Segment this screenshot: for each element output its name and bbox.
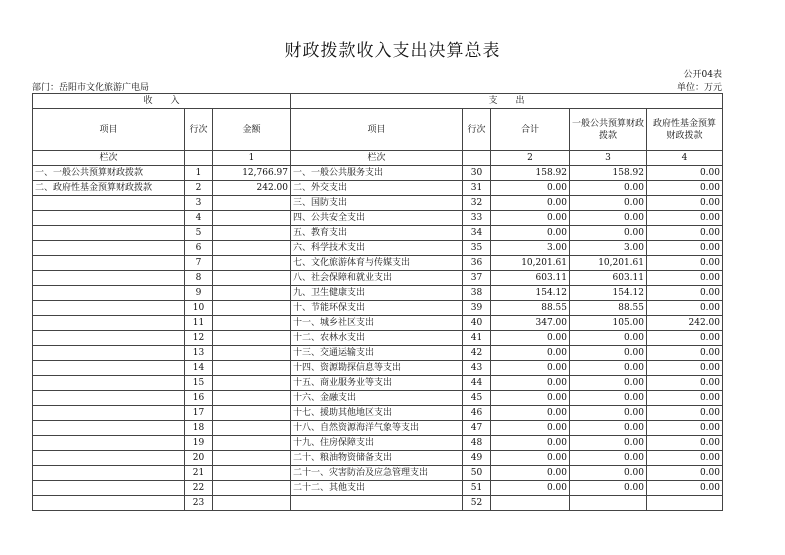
index-exp-label: 栏次 [291,151,463,166]
income-amount-cell [213,286,291,301]
index-general: 3 [570,151,647,166]
expense-item-header: 项目 [291,109,463,151]
table-row [33,421,723,436]
table-row [33,166,723,181]
expense-item-cell: 八、社会保障和就业支出 [291,271,463,286]
income-amount-cell [213,196,291,211]
table-row [33,181,723,196]
income-line-header: 行次 [185,109,213,151]
fund-budget-cell: 0.00 [647,286,723,301]
income-amount-cell [213,391,291,406]
index-empty-cell [185,151,213,166]
income-item-cell [33,406,185,421]
fund-budget-cell: 0.00 [647,451,723,466]
fund-budget-cell: 0.00 [647,421,723,436]
total-cell: 88.55 [491,301,570,316]
fund-budget-cell: 242.00 [647,316,723,331]
general-budget-cell: 0.00 [570,391,647,406]
fund-budget-cell [647,496,723,511]
expense-item-cell: 二十二、其他支出 [291,481,463,496]
total-cell [491,496,570,511]
income-line-cell: 19 [185,436,213,451]
income-amount-header: 金额 [213,109,291,151]
expense-item-cell: 二十一、灾害防治及应急管理支出 [291,466,463,481]
income-item-cell [33,331,185,346]
fund-budget-cell: 0.00 [647,391,723,406]
general-budget-cell: 0.00 [570,436,647,451]
income-amount-cell [213,241,291,256]
income-amount-cell [213,271,291,286]
income-amount-cell [213,496,291,511]
table-row [33,391,723,406]
general-budget-cell: 0.00 [570,466,647,481]
expense-line-cell: 46 [463,406,491,421]
income-item-cell [33,436,185,451]
income-line-cell: 11 [185,316,213,331]
table-row [33,271,723,286]
table-row [33,196,723,211]
expense-line-cell: 48 [463,436,491,451]
general-budget-cell: 0.00 [570,406,647,421]
income-item-cell [33,451,185,466]
income-amount-cell [213,316,291,331]
general-budget-cell: 0.00 [570,196,647,211]
income-item-cell [33,496,185,511]
income-item-cell [33,376,185,391]
fund-budget-cell: 0.00 [647,181,723,196]
total-cell: 0.00 [491,421,570,436]
expense-line-cell: 43 [463,361,491,376]
expense-line-cell: 50 [463,466,491,481]
table-row [33,301,723,316]
fund-budget-cell: 0.00 [647,166,723,181]
general-budget-cell: 0.00 [570,421,647,436]
income-amount-cell [213,331,291,346]
income-item-cell [33,226,185,241]
table-row [33,346,723,361]
income-line-cell: 22 [185,481,213,496]
department-label: 部门：岳阳市文化旅游广电局 [32,83,150,93]
fund-budget-cell: 0.00 [647,241,723,256]
income-amount-cell: 12,766.97 [213,166,291,181]
column-header-row [33,109,723,151]
table-row [33,316,723,331]
general-budget-cell: 603.11 [570,271,647,286]
income-section-header: 收 入 [33,94,291,109]
total-cell: 0.00 [491,346,570,361]
income-amount-cell [213,361,291,376]
income-item-cell [33,286,185,301]
general-budget-cell: 105.00 [570,316,647,331]
expense-line-cell: 33 [463,211,491,226]
total-cell: 0.00 [491,376,570,391]
general-budget-cell: 0.00 [570,346,647,361]
total-cell: 0.00 [491,391,570,406]
index-fund: 4 [647,151,723,166]
total-cell: 0.00 [491,406,570,421]
table-row [33,331,723,346]
fund-budget-cell: 0.00 [647,481,723,496]
total-cell: 0.00 [491,361,570,376]
income-line-cell: 15 [185,376,213,391]
section-header-row [33,94,723,109]
expense-line-cell: 40 [463,316,491,331]
expense-item-cell: 一、一般公共服务支出 [291,166,463,181]
fund-budget-cell: 0.00 [647,376,723,391]
budget-table [32,93,723,511]
income-line-cell: 6 [185,241,213,256]
general-budget-header: 一般公共预算财政拨款 [570,109,647,151]
expense-line-cell: 41 [463,331,491,346]
income-line-cell: 1 [185,166,213,181]
general-budget-cell: 0.00 [570,376,647,391]
table-row [33,466,723,481]
income-item-cell [33,481,185,496]
total-cell: 347.00 [491,316,570,331]
total-cell: 0.00 [491,436,570,451]
income-line-cell: 3 [185,196,213,211]
income-item-cell [33,421,185,436]
expense-item-cell: 四、公共安全支出 [291,211,463,226]
income-amount-cell [213,256,291,271]
general-budget-cell: 0.00 [570,361,647,376]
income-line-cell: 5 [185,226,213,241]
general-budget-cell [570,496,647,511]
income-line-cell: 13 [185,346,213,361]
total-cell: 0.00 [491,331,570,346]
income-line-cell: 17 [185,406,213,421]
expense-item-cell: 二、外交支出 [291,181,463,196]
income-line-cell: 2 [185,181,213,196]
expense-item-cell: 十三、交通运输支出 [291,346,463,361]
fund-budget-cell: 0.00 [647,271,723,286]
income-amount-cell [213,301,291,316]
fund-budget-cell: 0.00 [647,406,723,421]
general-budget-cell: 88.55 [570,301,647,316]
total-cell: 0.00 [491,451,570,466]
income-item-cell [33,256,185,271]
expense-item-cell: 六、科学技术支出 [291,241,463,256]
table-row [33,451,723,466]
general-budget-cell: 0.00 [570,451,647,466]
column-index-row [33,151,723,166]
fund-budget-cell: 0.00 [647,436,723,451]
income-item-cell: 二、政府性基金预算财政拨款 [33,181,185,196]
expense-line-cell: 49 [463,451,491,466]
table-row [33,286,723,301]
income-amount-cell [213,346,291,361]
table-row [33,211,723,226]
income-item-cell [33,346,185,361]
expense-line-cell: 52 [463,496,491,511]
income-item-cell [33,391,185,406]
table-code: 公开04表 [683,70,722,80]
table-row [33,226,723,241]
total-cell: 603.11 [491,271,570,286]
income-item-cell [33,301,185,316]
expense-item-cell: 十五、商业服务业等支出 [291,376,463,391]
income-line-cell: 7 [185,256,213,271]
total-header: 合计 [491,109,570,151]
expense-line-cell: 34 [463,226,491,241]
income-item-cell [33,271,185,286]
expense-item-cell: 五、教育支出 [291,226,463,241]
index-amount: 1 [213,151,291,166]
income-item-cell [33,316,185,331]
expense-item-cell: 七、文化旅游体育与传媒支出 [291,256,463,271]
income-line-cell: 18 [185,421,213,436]
income-line-cell: 12 [185,331,213,346]
general-budget-cell: 10,201.61 [570,256,647,271]
income-amount-cell [213,481,291,496]
total-cell: 10,201.61 [491,256,570,271]
income-line-cell: 23 [185,496,213,511]
expense-item-cell: 九、卫生健康支出 [291,286,463,301]
expense-line-cell: 37 [463,271,491,286]
income-item-cell [33,196,185,211]
general-budget-cell: 154.12 [570,286,647,301]
expense-item-cell: 十九、住房保障支出 [291,436,463,451]
expense-item-cell: 十六、金融支出 [291,391,463,406]
income-item-header: 项目 [33,109,185,151]
general-budget-cell: 0.00 [570,331,647,346]
expense-item-cell: 二十、粮油物资储备支出 [291,451,463,466]
income-line-cell: 16 [185,391,213,406]
income-amount-cell: 242.00 [213,181,291,196]
general-budget-cell: 3.00 [570,241,647,256]
income-line-cell: 4 [185,211,213,226]
fund-budget-cell: 0.00 [647,211,723,226]
table-row [33,361,723,376]
expense-item-cell: 十二、农林水支出 [291,331,463,346]
table-row [33,481,723,496]
expense-item-cell: 十八、自然资源海洋气象等支出 [291,421,463,436]
general-budget-cell: 0.00 [570,181,647,196]
expense-item-cell: 三、国防支出 [291,196,463,211]
total-cell: 0.00 [491,481,570,496]
fund-budget-cell: 0.00 [647,331,723,346]
income-amount-cell [213,451,291,466]
income-item-cell [33,466,185,481]
fund-budget-cell: 0.00 [647,466,723,481]
expense-line-cell: 35 [463,241,491,256]
income-amount-cell [213,211,291,226]
index-total: 2 [491,151,570,166]
expense-line-cell: 36 [463,256,491,271]
expense-item-cell: 十、节能环保支出 [291,301,463,316]
table-row [33,376,723,391]
index-label: 栏次 [33,151,185,166]
fund-budget-cell: 0.00 [647,256,723,271]
expense-line-cell: 45 [463,391,491,406]
expense-line-cell: 39 [463,301,491,316]
expense-line-cell: 44 [463,376,491,391]
fund-budget-cell: 0.00 [647,346,723,361]
income-item-cell [33,241,185,256]
expense-item-cell: 十七、援助其他地区支出 [291,406,463,421]
income-amount-cell [213,406,291,421]
expense-line-cell: 47 [463,421,491,436]
income-item-cell [33,211,185,226]
general-budget-cell: 0.00 [570,211,647,226]
table-row [33,241,723,256]
income-amount-cell [213,226,291,241]
expense-item-cell: 十四、资源勘探信息等支出 [291,361,463,376]
total-cell: 0.00 [491,181,570,196]
expense-line-cell: 42 [463,346,491,361]
expense-line-cell: 32 [463,196,491,211]
total-cell: 154.12 [491,286,570,301]
expense-section-header: 支 出 [291,94,723,109]
total-cell: 0.00 [491,226,570,241]
fund-budget-cell: 0.00 [647,301,723,316]
expense-line-cell: 38 [463,286,491,301]
table-row [33,496,723,511]
income-line-cell: 8 [185,271,213,286]
income-amount-cell [213,421,291,436]
income-amount-cell [213,376,291,391]
income-line-cell: 21 [185,466,213,481]
income-line-cell: 10 [185,301,213,316]
general-budget-cell: 0.00 [570,481,647,496]
total-cell: 0.00 [491,196,570,211]
fund-budget-cell: 0.00 [647,361,723,376]
income-line-cell: 20 [185,451,213,466]
unit-label: 单位：万元 [676,83,722,93]
general-budget-cell: 158.92 [570,166,647,181]
expense-line-cell: 31 [463,181,491,196]
total-cell: 158.92 [491,166,570,181]
income-amount-cell [213,436,291,451]
income-amount-cell [213,466,291,481]
expense-line-cell: 30 [463,166,491,181]
expense-item-cell [291,496,463,511]
expense-line-cell: 51 [463,481,491,496]
total-cell: 0.00 [491,211,570,226]
table-row [33,406,723,421]
fund-budget-cell: 0.00 [647,226,723,241]
expense-item-cell: 十一、城乡社区支出 [291,316,463,331]
table-row [33,256,723,271]
income-item-cell [33,361,185,376]
index-empty-cell [463,151,491,166]
table-row [33,436,723,451]
fund-budget-cell: 0.00 [647,196,723,211]
general-budget-cell: 0.00 [570,226,647,241]
income-line-cell: 14 [185,361,213,376]
page-title: 财政拨款收入支出决算总表 [284,41,501,61]
income-item-cell: 一、一般公共预算财政拨款 [33,166,185,181]
total-cell: 0.00 [491,466,570,481]
expense-line-header: 行次 [463,109,491,151]
total-cell: 3.00 [491,241,570,256]
income-line-cell: 9 [185,286,213,301]
fund-budget-header: 政府性基金预算财政拨款 [647,109,723,151]
